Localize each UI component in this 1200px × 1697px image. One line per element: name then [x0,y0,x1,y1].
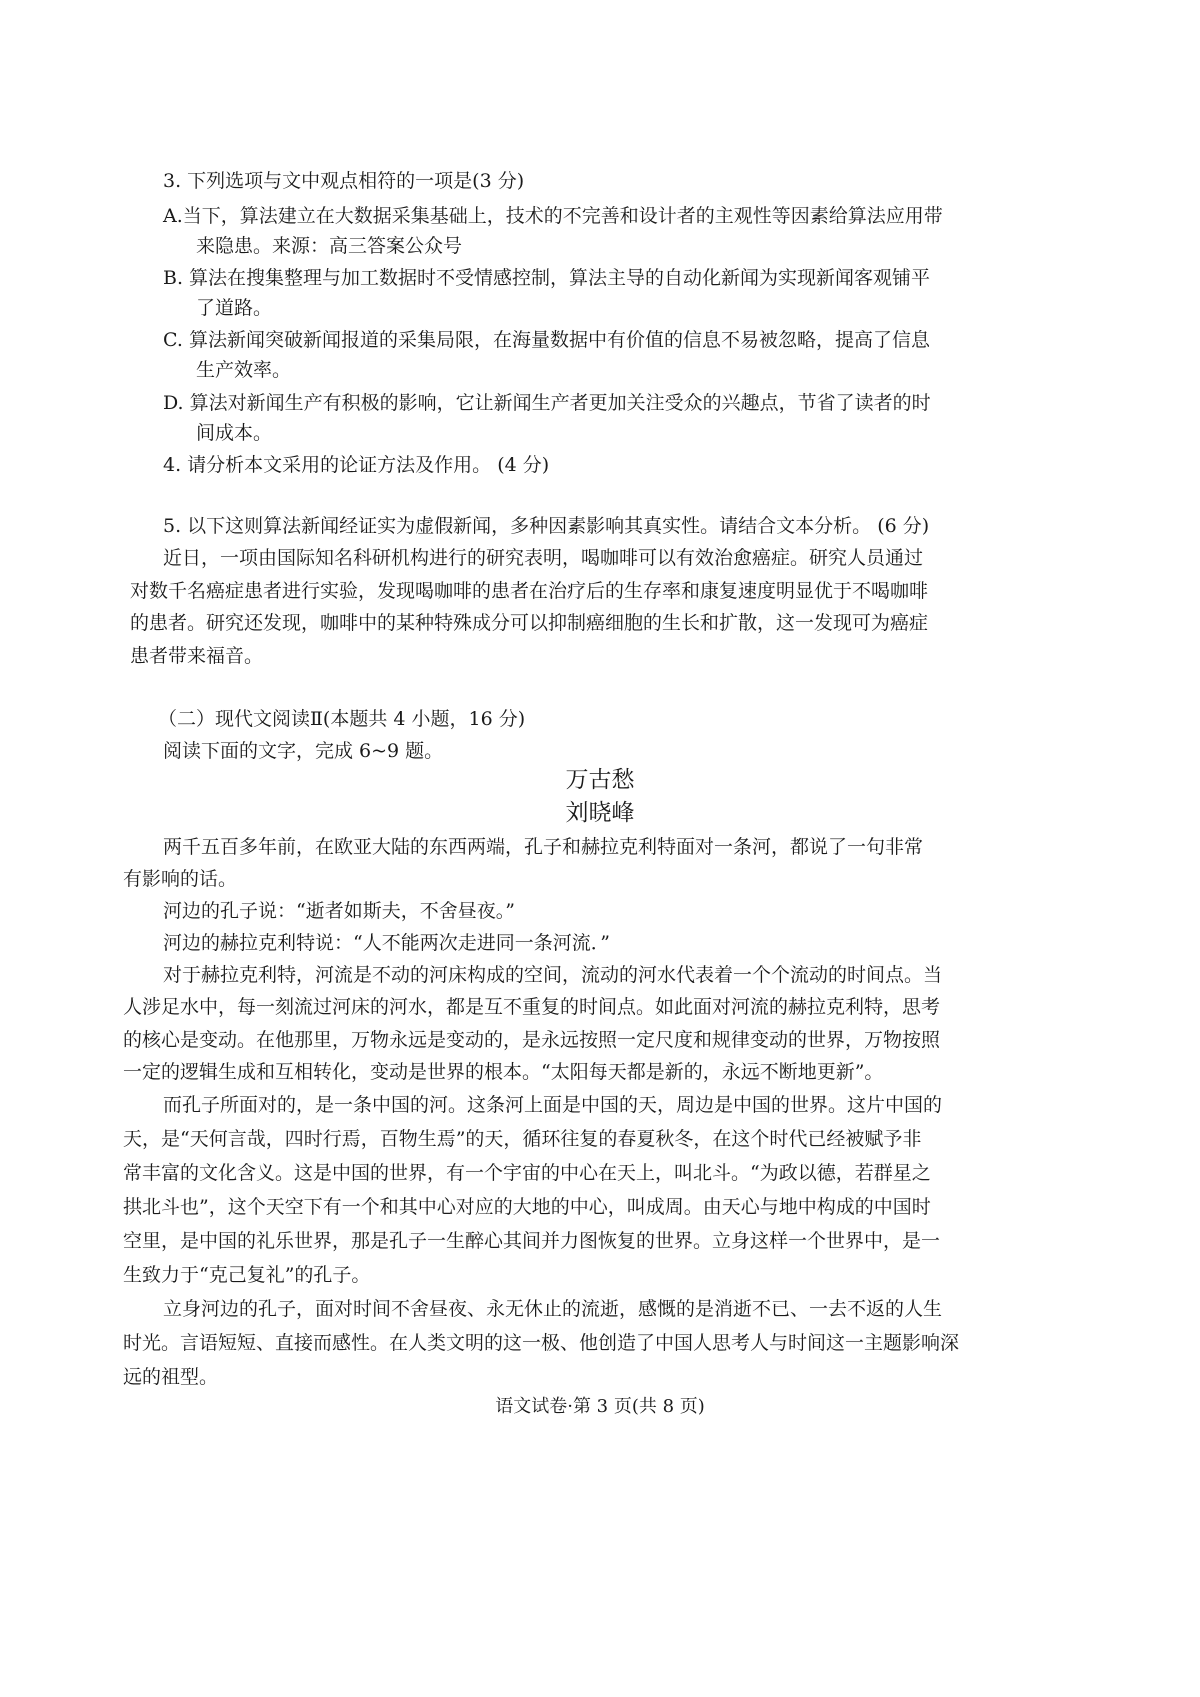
paragraph-6-line3: 远的祖型。 [123,1366,219,1388]
paragraph-6-line1: 立身河边的孔子，面对时间不舍昼夜、永无休止的流逝，感慨的是消逝不已、一去不返的人生 [163,1298,943,1320]
paragraph-6-line2: 时光。言语短短、直接而感性。在人类文明的这一极、他创造了中国人思考人与时间这一主题影响深 [123,1332,960,1354]
q5-stem: 5. 以下这则算法新闻经证实为虚假新闻，多种因素影响其真实性。请结合文本分析。 (6 分) [163,515,930,537]
q3-option-d-line1: D. 算法对新闻生产有积极的影响，它让新闻生产者更加关注受众的兴趣点，节省了读者的时 [163,392,931,414]
article-title: 万古愁 [565,767,635,793]
q5-material-line2: 对数千名癌症患者进行实验，发现喝咖啡的患者在治疗后的生存率和康复速度明显优于不喝咖啡 [130,580,929,602]
paragraph-4-line2: 人涉足水中，每一刻流过河床的河水，都是互不重复的时间点。如此面对河流的赫拉克利特，思考 [123,996,941,1018]
q5-material-line3: 的患者。研究还发现，咖啡中的某种特殊成分可以抑制癌细胞的生长和扩散，这一发现可为癌症 [130,612,929,634]
paragraph-5-line6: 生致力于“克己复礼”的孔子。 [123,1264,371,1286]
q5-material-line1: 近日，一项由国际知名科研机构进行的研究表明，喝咖啡可以有效治愈癌症。研究人员通过 [163,547,924,569]
q3-option-a-line2: 来隐患。来源：高三答案公众号 [196,235,463,257]
paragraph-1-line1: 两千五百多年前，在欧亚大陆的东西两端，孔子和赫拉克利特面对一条河，都说了一句非常 [163,836,924,858]
q3-option-b-line2: 了道路。 [196,297,273,319]
paragraph-2: 河边的孔子说：“逝者如斯夫，不舍昼夜。” [163,900,515,922]
q3-option-d-line2: 间成本。 [196,422,273,444]
paragraph-5-line1: 而孔子所面对的，是一条中国的河。这条河上面是中国的天，周边是中国的世界。这片中国的 [163,1094,943,1116]
q3-option-c-line1: C. 算法新闻突破新闻报道的采集局限，在海量数据中有价值的信息不易被忽略，提高了信息 [163,329,930,351]
paragraph-5-line4: 拱北斗也”，这个天空下有一个和其中心对应的大地的中心，叫成周。由天心与地中构成的中国时 [123,1196,931,1218]
paragraph-4-line3: 的核心是变动。在他那里，万物永远是变动的，是永远按照一定尺度和规律变动的世界，万物按照 [123,1029,941,1051]
article-author: 刘晓峰 [565,800,635,826]
q3-stem: 3. 下列选项与文中观点相符的一项是(3 分) [163,170,525,192]
page-footer: 语文试卷·第 3 页(共 8 页) [495,1396,705,1417]
paragraph-5-line3: 常丰富的文化含义。这是中国的世界，有一个宇宙的中心在天上，叫北斗。“为政以德，若群星之 [123,1162,931,1184]
paragraph-5-line5: 空里，是中国的礼乐世界，那是孔子一生醉心其间并力图恢复的世界。立身这样一个世界中，是一 [123,1230,941,1252]
q5-material-line4: 患者带来福音。 [130,645,264,667]
q3-option-a-line1: A.当下，算法建立在大数据采集基础上，技术的不完善和设计者的主观性等因素给算法应用带 [163,205,943,227]
q3-option-c-line2: 生产效率。 [196,359,292,381]
paragraph-3: 河边的赫拉克利特说：“人不能两次走进同一条河流．” [163,932,610,954]
paragraph-4-line4: 一定的逻辑生成和互相转化，变动是世界的根本。“太阳每天都是新的，永远不断地更新”。 [123,1061,884,1083]
q4-stem: 4. 请分析本文采用的论证方法及作用。 (4 分) [163,454,550,476]
paragraph-4-line1: 对于赫拉克利特，河流是不动的河床构成的空间，流动的河水代表着一个个流动的时间点。当 [163,964,943,986]
section-instruction: 阅读下面的文字，完成 6~9 题。 [163,740,444,762]
q3-option-b-line1: B. 算法在搜集整理与加工数据时不受情感控制，算法主导的自动化新闻为实现新闻客观铺平 [163,267,931,289]
section-heading: （二）现代文阅读Ⅱ(本题共 4 小题，16 分) [158,708,526,730]
paragraph-5-line2: 天，是“天何言哉，四时行焉，百物生焉”的天，循环往复的春夏秋冬，在这个时代已经被赋予非 [123,1128,922,1150]
paragraph-1-line2: 有影响的话。 [123,868,238,890]
